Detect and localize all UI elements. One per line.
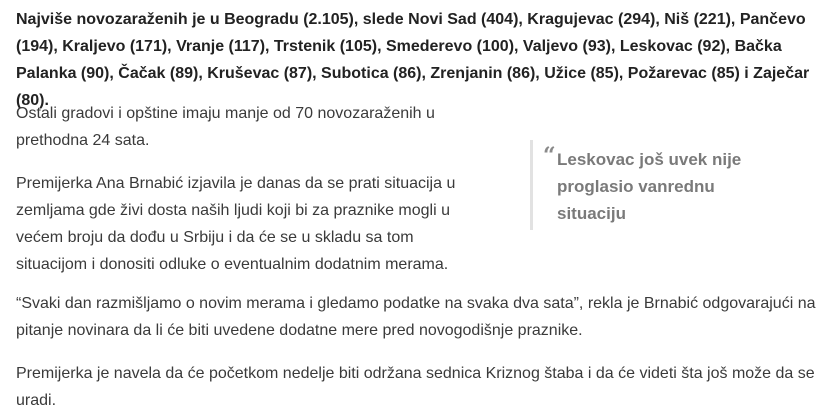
lead-paragraph: Najviše novozaraženih je u Beogradu (2.105), slede Novi Sad (404), Kragujevac (294), Niš (221), Pančevo (194), Kraljevo (171), Vranje (117), Trstenik (105), Smederevo (100), Valjevo (93), Leskovac (92), Bačka Palanka (90), Čačak (89), Kruševac (87), Subotica (86), Zrenjanin (86), Užice (85), Požarevac (85) i Zaječar (80). <box>16 11 810 109</box>
pull-quote <box>530 140 803 230</box>
quote-mark-icon: “ <box>543 143 556 169</box>
pull-quote-text: Leskovac još uvek nije proglasio vanrednu situaciju <box>557 150 742 223</box>
paragraph-crisis-staff: Premijerka je navela da će početkom nedelje biti održana sednica Kriznog štaba i da će videti šta još može da se uradi. <box>16 365 815 409</box>
paragraph-quote-brnabic: “Svaki dan razmišljamo o novim merama i gledamo podatke na svaka dva sata”, rekla je Brnabić odgovarajući na pitanje novinara da li će biti uvedene dodatne mere pred novogodišnje praznike. <box>16 295 816 339</box>
paragraph-premier-statement: Premijerka Ana Brnabić izjavila je danas da se prati situacija u zemljama gde živi dosta naših ljudi koji bi za praznike mogli u većem broju da dođu u Srbiju i da će se u skladu sa tom situacijom i donositi odluke o eventualnim dodatnim merama. <box>16 175 456 273</box>
paragraph-other-cities: Ostali gradovi i opštine imaju manje od 70 novozaraženih u prethodna 24 sata. <box>16 105 435 149</box>
